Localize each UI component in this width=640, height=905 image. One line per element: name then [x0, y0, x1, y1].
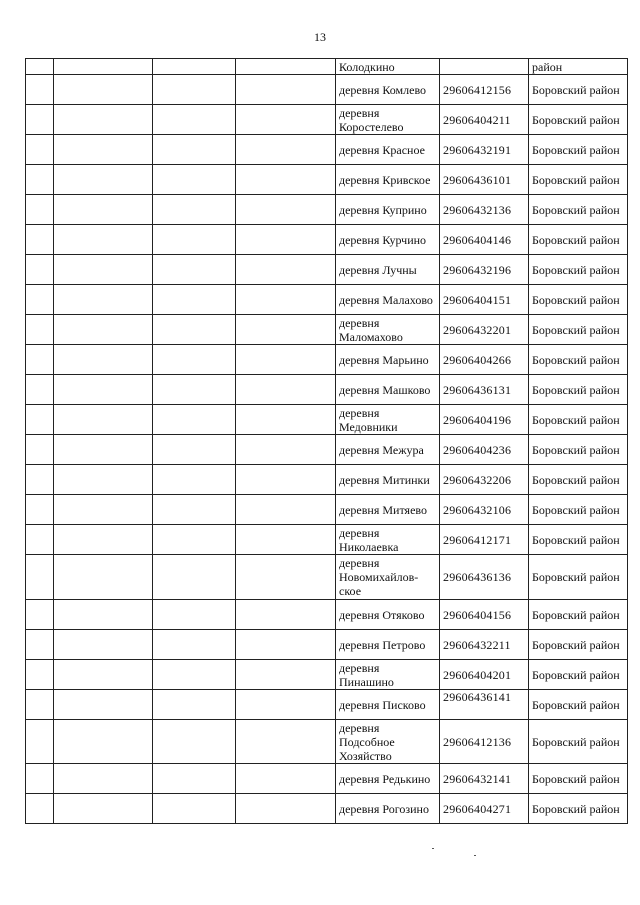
table-cell-empty [26, 495, 54, 525]
table-cell-empty [26, 660, 54, 690]
table-cell-empty [236, 794, 336, 824]
district-cell: Боровский район [529, 794, 628, 824]
table-cell-empty [153, 794, 236, 824]
oktmo-code-cell: 29606412136 [440, 720, 529, 764]
table-row [26, 165, 628, 195]
oktmo-code-cell: 29606432136 [440, 195, 529, 225]
district-cell: Боровский район [529, 600, 628, 630]
district-cell: Боровский район [529, 405, 628, 435]
table-cell-empty [236, 255, 336, 285]
table-cell-empty [236, 315, 336, 345]
settlement-name-cell: деревня Комлево [336, 75, 440, 105]
table-cell-empty [54, 135, 153, 165]
table-cell-empty [153, 465, 236, 495]
table-cell-empty [153, 405, 236, 435]
table-cell-empty [54, 435, 153, 465]
table-row [26, 495, 628, 525]
scan-speck [474, 855, 476, 856]
settlement-name-cell: деревня Рогозино [336, 794, 440, 824]
table-cell-empty [26, 105, 54, 135]
table-row [26, 600, 628, 630]
settlement-name-cell: деревня Лучны [336, 255, 440, 285]
table-cell-empty [26, 165, 54, 195]
oktmo-code-cell: 29606404236 [440, 435, 529, 465]
table-cell-empty [26, 600, 54, 630]
settlement-name-cell: деревня Медовники [336, 405, 440, 435]
oktmo-code-cell: 29606404196 [440, 405, 529, 435]
table-row [26, 59, 628, 75]
table-cell-empty [236, 345, 336, 375]
table-cell-empty [54, 764, 153, 794]
table-cell-empty [153, 75, 236, 105]
table-cell-empty [26, 285, 54, 315]
table-row [26, 75, 628, 105]
table-cell-empty [26, 555, 54, 600]
oktmo-code-cell: 29606412156 [440, 75, 529, 105]
table-cell-empty [54, 720, 153, 764]
district-cell: Боровский район [529, 690, 628, 720]
table-cell-empty [54, 660, 153, 690]
oktmo-code-cell: 29606404271 [440, 794, 529, 824]
table-cell-empty [54, 165, 153, 195]
table-cell-empty [153, 720, 236, 764]
district-cell: Боровский район [529, 165, 628, 195]
table-cell-empty [54, 75, 153, 105]
table-cell-empty [153, 600, 236, 630]
table-cell-empty [54, 105, 153, 135]
oktmo-code-cell: 29606404201 [440, 660, 529, 690]
table-cell-empty [153, 630, 236, 660]
settlement-name-cell: деревня Митинки [336, 465, 440, 495]
table-cell-empty [54, 255, 153, 285]
district-cell: Боровский район [529, 435, 628, 465]
district-cell: Боровский район [529, 75, 628, 105]
table-cell-empty [153, 345, 236, 375]
page-number: 13 [314, 30, 326, 44]
district-cell: Боровский район [529, 195, 628, 225]
table-cell-empty [54, 465, 153, 495]
table-cell-empty [54, 600, 153, 630]
settlement-name-cell: деревня Кривское [336, 165, 440, 195]
oktmo-code-cell: 29606432141 [440, 764, 529, 794]
district-cell: Боровский район [529, 255, 628, 285]
table-cell-empty [54, 345, 153, 375]
table-cell-empty [26, 315, 54, 345]
oktmo-code-cell: 29606404146 [440, 225, 529, 255]
table-cell-empty [236, 435, 336, 465]
oktmo-code-cell: 29606432206 [440, 465, 529, 495]
table-row [26, 255, 628, 285]
table-cell-empty [153, 135, 236, 165]
table-row [26, 764, 628, 794]
settlement-name-cell: деревня Отяково [336, 600, 440, 630]
oktmo-code-cell: 29606432201 [440, 315, 529, 345]
table-cell-empty [54, 495, 153, 525]
table-cell-empty [26, 794, 54, 824]
table-cell-empty [236, 465, 336, 495]
table-cell-empty [54, 525, 153, 555]
table-cell-empty [236, 165, 336, 195]
table-cell-empty [236, 75, 336, 105]
oktmo-code-cell: 29606436136 [440, 555, 529, 600]
oktmo-code-cell: 29606404151 [440, 285, 529, 315]
table-row [26, 794, 628, 824]
table-cell-empty [54, 794, 153, 824]
district-cell: Боровский район [529, 630, 628, 660]
table-cell-empty [236, 105, 336, 135]
district-cell: Боровский район [529, 135, 628, 165]
district-cell: Боровский район [529, 375, 628, 405]
oktmo-code-cell: 29606436141 [440, 690, 529, 720]
oktmo-code-cell: 29606432211 [440, 630, 529, 660]
oktmo-code-cell: 29606432106 [440, 495, 529, 525]
settlement-name-cell: деревня Митяево [336, 495, 440, 525]
table-cell-empty [153, 285, 236, 315]
table-cell-empty [26, 375, 54, 405]
table-cell-empty [236, 764, 336, 794]
table-cell-empty [26, 465, 54, 495]
table-cell-empty [153, 59, 236, 75]
table-cell-empty [153, 225, 236, 255]
oktmo-code-cell: 29606436101 [440, 165, 529, 195]
oktmo-code-cell: 29606404211 [440, 105, 529, 135]
district-cell: Боровский район [529, 285, 628, 315]
table-cell-empty [236, 59, 336, 75]
settlement-name-cell: деревня Петрово [336, 630, 440, 660]
table-cell-empty [153, 255, 236, 285]
table-row [26, 660, 628, 690]
table-cell-empty [54, 375, 153, 405]
table-cell-empty [54, 195, 153, 225]
settlement-name-cell: деревня Межура [336, 435, 440, 465]
settlement-name-cell: деревня Куприно [336, 195, 440, 225]
table-cell-empty [236, 600, 336, 630]
oktmo-code-cell [440, 59, 529, 75]
district-cell: Боровский район [529, 555, 628, 600]
table-cell-empty [26, 255, 54, 285]
table-cell-empty [26, 690, 54, 720]
oktmo-code-cell: 29606432196 [440, 255, 529, 285]
table-cell-empty [26, 720, 54, 764]
district-cell: Боровский район [529, 105, 628, 135]
table-row [26, 630, 628, 660]
table-cell-empty [236, 195, 336, 225]
table-row [26, 690, 628, 720]
table-cell-empty [26, 405, 54, 435]
settlement-name-cell: деревня Коростелево [336, 105, 440, 135]
table-cell-empty [153, 660, 236, 690]
table-cell-empty [26, 435, 54, 465]
table-cell-empty [236, 375, 336, 405]
district-cell: Боровский район [529, 720, 628, 764]
district-cell: Боровский район [529, 315, 628, 345]
district-cell: Боровский район [529, 225, 628, 255]
oktmo-code-cell: 29606404156 [440, 600, 529, 630]
table-cell-empty [54, 630, 153, 660]
oktmo-code-cell: 29606432191 [440, 135, 529, 165]
settlements-table [25, 58, 628, 824]
table-cell-empty [26, 630, 54, 660]
table-cell-empty [54, 315, 153, 345]
table-row [26, 105, 628, 135]
table-cell-empty [236, 135, 336, 165]
table-cell-empty [26, 525, 54, 555]
table-cell-empty [54, 59, 153, 75]
settlement-name-cell: деревня Маломахово [336, 315, 440, 345]
table-cell-empty [153, 435, 236, 465]
district-cell: район [529, 59, 628, 75]
table-cell-empty [26, 135, 54, 165]
table-row [26, 435, 628, 465]
district-cell: Боровский район [529, 525, 628, 555]
oktmo-code-cell: 29606412171 [440, 525, 529, 555]
table-cell-empty [153, 764, 236, 794]
settlement-name-cell: деревня Николаевка [336, 525, 440, 555]
table-cell-empty [54, 555, 153, 600]
settlement-name-cell: деревня Подсобное Хозяйство [336, 720, 440, 764]
table-cell-empty [26, 75, 54, 105]
table-row [26, 465, 628, 495]
table-cell-empty [26, 195, 54, 225]
table-row [26, 195, 628, 225]
district-cell: Боровский район [529, 660, 628, 690]
table-row [26, 555, 628, 600]
table-row [26, 225, 628, 255]
scan-speck [432, 848, 434, 849]
settlement-name-cell: деревня Новомихайлов-ское [336, 555, 440, 600]
district-cell: Боровский район [529, 345, 628, 375]
table-cell-empty [26, 225, 54, 255]
table-row [26, 720, 628, 764]
table-cell-empty [54, 405, 153, 435]
settlement-name-cell: деревня Малахово [336, 285, 440, 315]
settlement-name-cell: Колодкино [336, 59, 440, 75]
settlement-name-cell: деревня Курчино [336, 225, 440, 255]
table-cell-empty [54, 225, 153, 255]
table-cell-empty [54, 285, 153, 315]
table-cell-empty [153, 690, 236, 720]
table-cell-empty [26, 345, 54, 375]
settlement-name-cell: деревня Редькино [336, 764, 440, 794]
district-cell: Боровский район [529, 495, 628, 525]
table-row [26, 405, 628, 435]
table-row [26, 525, 628, 555]
table-cell-empty [236, 690, 336, 720]
table-cell-empty [236, 555, 336, 600]
table-cell-empty [153, 525, 236, 555]
table-row [26, 135, 628, 165]
table-cell-empty [236, 225, 336, 255]
table-cell-empty [153, 495, 236, 525]
table-cell-empty [236, 495, 336, 525]
table-cell-empty [153, 105, 236, 135]
settlement-name-cell: деревня Писково [336, 690, 440, 720]
table-cell-empty [236, 660, 336, 690]
oktmo-code-cell: 29606436131 [440, 375, 529, 405]
table-row [26, 285, 628, 315]
oktmo-code-cell: 29606404266 [440, 345, 529, 375]
table-cell-empty [54, 690, 153, 720]
table-cell-empty [236, 720, 336, 764]
table-cell-empty [153, 195, 236, 225]
table-row [26, 315, 628, 345]
table-cell-empty [236, 630, 336, 660]
table-row [26, 345, 628, 375]
table-cell-empty [26, 59, 54, 75]
table-cell-empty [153, 375, 236, 405]
district-cell: Боровский район [529, 465, 628, 495]
table-row [26, 375, 628, 405]
table-cell-empty [153, 165, 236, 195]
table-cell-empty [26, 764, 54, 794]
table-cell-empty [236, 405, 336, 435]
district-cell: Боровский район [529, 764, 628, 794]
table-cell-empty [153, 315, 236, 345]
table-cell-empty [236, 525, 336, 555]
table-cell-empty [153, 555, 236, 600]
settlement-name-cell: деревня Машково [336, 375, 440, 405]
table-cell-empty [236, 285, 336, 315]
settlement-name-cell: деревня Пинашино [336, 660, 440, 690]
settlement-name-cell: деревня Красное [336, 135, 440, 165]
settlement-name-cell: деревня Марьино [336, 345, 440, 375]
